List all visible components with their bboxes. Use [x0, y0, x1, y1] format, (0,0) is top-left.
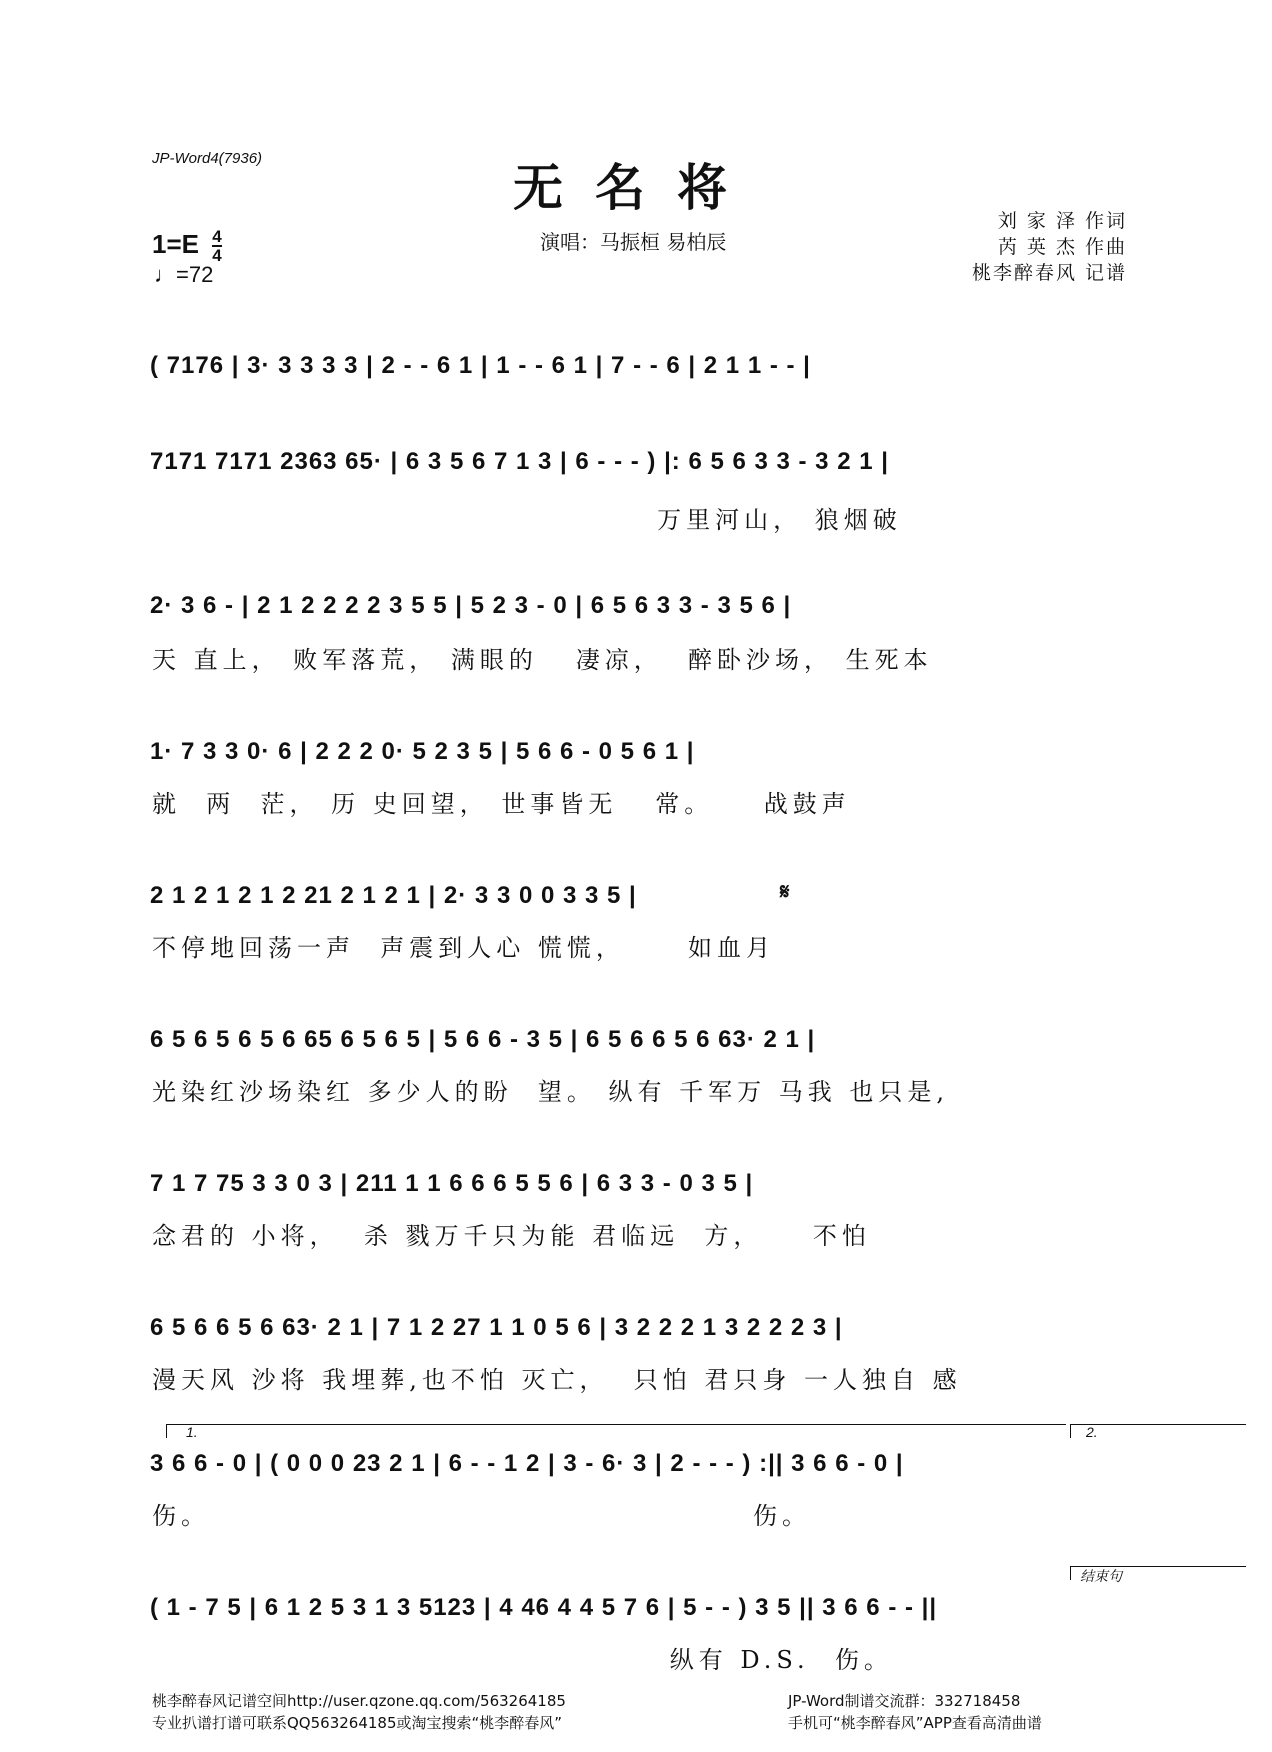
lyric-line-7: 念君的 小将， 杀 戮万千只为能 君临远 方， 不怕 [152, 1222, 871, 1250]
time-bottom: 4 [212, 246, 222, 265]
lyric-line-3: 天 直上， 败军落荒， 满眼的 凄凉， 醉卧沙场， 生死本 [152, 646, 933, 674]
credits-block [972, 208, 1127, 286]
lyric-line-2: 万里河山， 狼烟破 [152, 506, 902, 534]
time-signature [212, 228, 221, 264]
singer-credit: 演唱：马振桓 易柏辰 [540, 230, 727, 254]
volta-2-label: 2. [1086, 1424, 1098, 1440]
lyric-line-10: 纵有 D.S. 伤。 [152, 1646, 893, 1674]
notes-line-3: 2· 3 6 - | 2 1 2 2 2 2 3 5 5 | 5 2 3 - 0 | 6 5 6 3 3 - 3 5 6 | [150, 592, 792, 619]
volta-1-hook [166, 1424, 167, 1438]
song-title: 无名将 [513, 158, 759, 217]
transcriber-credit: 桃李醉春风 记谱 [971, 262, 1127, 284]
lyric-line-4: 就 两 茫， 历 史回望， 世事皆无 常。 战鼓声 [152, 790, 851, 818]
volta-1-label: 1. [186, 1424, 198, 1440]
notes-line-9: 3 6 6 - 0 | ( 0 0 0 23 2 1 | 6 - - 1 2 | 3 - 6· 3 | 2 - - - ) :|| 3 6 6 - 0 | [150, 1450, 904, 1477]
lyric-line-6: 光染红沙场染红 多少人的盼 望。 纵有 千军万 马我 也只是, [152, 1078, 950, 1106]
lyric-line-9: 伤。 伤。 [152, 1502, 812, 1530]
ending-label: 结束句 [1080, 1569, 1122, 1585]
segno-sign: 𝄋 [780, 880, 790, 905]
volta-2-hook [1070, 1424, 1071, 1438]
footer-contact: 专业扒谱打谱可联系QQ563264185或淘宝搜索“桃李醉春风” [152, 1714, 563, 1732]
notes-line-8: 6 5 6 6 5 6 63· 2 1 | 7 1 2 27 1 1 0 5 6 | 3 2 2 2 1 3 2 2 2 3 | [150, 1314, 843, 1341]
footer-left [152, 1690, 566, 1734]
footer-right [788, 1690, 1042, 1734]
notes-line-7: 7 1 7 75 3 3 0 3 | 211 1 1 6 6 6 5 5 6 | 6 3 3 - 0 3 5 | [150, 1170, 754, 1197]
composer-credit: 芮 英 杰 作曲 [997, 236, 1127, 258]
notes-line-10: ( 1 - 7 5 | 6 1 2 5 3 1 3 5123 | 4 46 4 4 5 7 6 | 5 - - ) 3 5 || 3 6 6 - - || [150, 1594, 938, 1621]
key-label: 1=E [152, 228, 199, 259]
lyric-line-8: 漫天风 沙将 我埋葬,也不怕 灭亡， 只怕 君只身 一人独自 感 [152, 1366, 962, 1394]
tempo-marking: ♩=72 [154, 262, 214, 287]
key-signature [152, 228, 222, 264]
software-version: JP-Word4(7936) [152, 150, 263, 167]
footer-group: JP-Word制谱交流群：332718458 [788, 1692, 1021, 1710]
notes-line-4: 1· 7 3 3 0· 6 | 2 2 2 0· 5 2 3 5 | 5 6 6 - 0 5 6 1 | [150, 738, 695, 765]
notes-line-2: 7171 7171 2363 65· | 6 3 5 6 7 1 3 | 6 - - - ) |: 6 5 6 3 3 - 3 2 1 | [150, 448, 889, 475]
notes-line-6: 6 5 6 5 6 5 6 65 6 5 6 5 | 5 6 6 - 3 5 | 6 5 6 6 5 6 63· 2 1 | [150, 1026, 816, 1053]
ending-hook [1070, 1566, 1071, 1580]
footer-app: 手机可“桃李醉春风”APP查看高清曲谱 [788, 1714, 1042, 1732]
notes-line-5: 2 1 2 1 2 1 2 21 2 1 2 1 | 2· 3 3 0 0 3 3 5 | [150, 882, 637, 909]
lyric-line-5: 不停地回荡一声 声震到人心 慌慌， 如血月 [152, 934, 776, 962]
notes-line-1: ( 7176 | 3· 3 3 3 3 | 2 - - 6 1 | 1 - - 6 1 | 7 - - 6 | 2 1 1 - - | [150, 352, 811, 379]
volta-1-line [166, 1424, 1066, 1425]
time-top: 4 [212, 227, 222, 246]
lyricist-credit: 刘 家 泽 作词 [997, 210, 1127, 232]
footer-website: 桃李醉春风记谱空间http://user.qzone.qq.com/563264185 [152, 1692, 566, 1710]
